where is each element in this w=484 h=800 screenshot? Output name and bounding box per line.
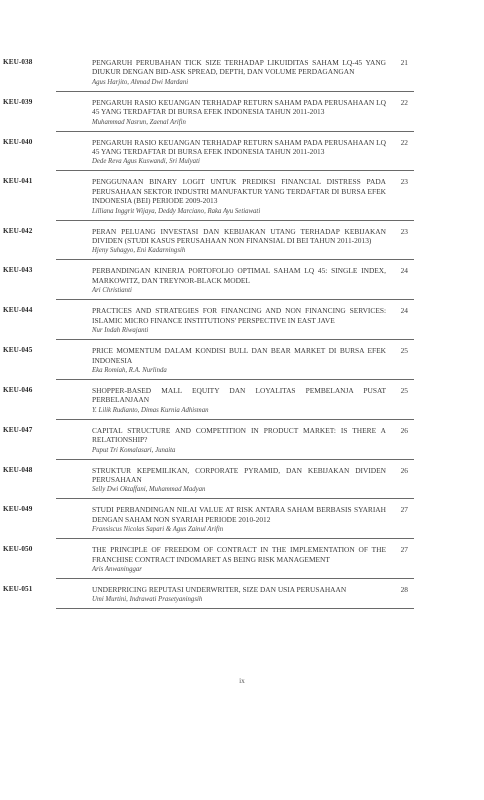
toc-entry[interactable]	[3, 420, 414, 460]
entry-page-number: 27	[400, 505, 408, 515]
entry-title: SHOPPER-BASED MALL EQUITY DAN LOYALITAS PEMBELANJA PUSAT PERBELANJAAN	[92, 385, 386, 405]
entry-title: UNDERPRICING REPUTASI UNDERWRITER, SIZE DAN USIA PERUSAHAAN	[92, 584, 347, 594]
entry-page-number: 22	[400, 97, 408, 107]
entry-title: PERAN PELUANG INVESTASI DAN KEBIJAKAN UTANG TERHADAP KEBIJAKAN DIVIDEN (STUDI KASUS PERUSAHAAN NON FINANSIAL DI BEI TAHUN 2011-2013)	[92, 226, 386, 246]
entry-title: PERBANDINGAN KINERJA PORTOFOLIO OPTIMAL SAHAM LQ 45: SINGLE INDEX, MARKOWITZ, DAN TREYNOR-BLACK MODEL	[92, 266, 386, 285]
entry-title: PENGGUNAAN BINARY LOGIT UNTUK PREDIKSI FINANCIAL DISTRESS PADA PERUSAHAAN SEKTOR INDUSTRI MANUFAKTUR YANG TERDAFTAR DI BURSA EFEK INDONESIA (BEI) PERIODE 2009-2013	[92, 177, 386, 206]
entry-page-number: 24	[400, 266, 408, 276]
entry-code: KEU-039	[3, 97, 33, 106]
entry-authors: Y. Lilik Rudianto, Dimas Kurnia Adhisman	[92, 406, 209, 414]
entry-authors: Puput Tri Komalasari, Junaita	[92, 446, 176, 454]
entry-page-number: 26	[400, 425, 408, 435]
toc-entry[interactable]	[3, 380, 414, 420]
entry-authors: Ari Christianti	[92, 287, 132, 295]
entry-code: KEU-043	[3, 266, 33, 275]
entry-page-number: 26	[400, 465, 408, 475]
entry-title: PENGARUH RASIO KEUANGAN TERHADAP RETURN SAHAM PADA PERUSAHAAN LQ 45 YANG TERDAFTAR DI BURSA EFEK INDONESIA TAHUN 2011-2013	[92, 137, 386, 157]
entry-code: KEU-049	[3, 505, 33, 514]
entry-authors: Nur Indah Riwajanti	[92, 327, 149, 335]
toc-entry[interactable]	[3, 260, 414, 300]
entry-authors: Dede Reva Agus Kuswandi, Sri Mulyati	[92, 158, 200, 166]
entry-authors: Lilliana Inggrit Wijaya, Deddy Marciano, Raka Ayu Setiawati	[92, 207, 261, 215]
entry-authors: Fransiscus Nicolas Sapari & Agus Zainul Arifin	[92, 526, 224, 534]
entry-code: KEU-047	[3, 425, 33, 434]
entry-authors: Muhammad Nasrun, Zaenal Arifin	[92, 118, 186, 126]
entry-title: THE PRINCIPLE OF FREEDOM OF CONTRACT IN THE IMPLEMENTATION OF THE FRANCHISE CONTRACT INDOMARET AS BEING RISK MANAGEMENT	[92, 545, 386, 564]
entry-code: KEU-046	[3, 385, 33, 394]
toc-entry[interactable]	[3, 460, 414, 500]
entry-authors: Umi Murtini, Indrawati Prasetyaningsih	[92, 596, 203, 604]
toc-entry[interactable]	[3, 171, 414, 220]
entry-title: STUDI PERBANDINGAN NILAI VALUE AT RISK ANTARA SAHAM BERBASIS SYARIAH DENGAN SAHAM NON SYARIAH PERIODE 2010-2012	[92, 505, 386, 524]
entry-code: KEU-041	[3, 177, 33, 186]
entry-authors: Agus Harjito, Ahmad Dwi Mardani	[92, 78, 189, 86]
entry-title: PENGARUH PERUBAHAN TICK SIZE TERHADAP LIKUIDITAS SAHAM LQ-45 YANG DIUKUR DENGAN BID-ASK SPREAD, DEPTH, DAN VOLUME PERDAGANGAN	[92, 58, 386, 77]
toc-list	[0, 52, 484, 609]
entry-code: KEU-044	[3, 306, 33, 315]
entry-title: CAPITAL STRUCTURE AND COMPETITION IN PRODUCT MARKET: IS THERE A RELATIONSHIP?	[92, 425, 386, 445]
entry-code: KEU-040	[3, 137, 33, 146]
entry-code: KEU-051	[3, 584, 33, 593]
entry-page-number: 28	[400, 584, 408, 594]
entry-page-number: 25	[400, 385, 408, 395]
entry-page-number: 22	[400, 137, 408, 147]
toc-entry[interactable]	[3, 579, 414, 609]
entry-authors: Eka Romiah, R.A. Nurlinda	[92, 366, 167, 374]
entry-page-number: 23	[400, 177, 408, 187]
toc-entry[interactable]	[3, 539, 414, 579]
entry-code: KEU-048	[3, 465, 33, 474]
entry-code: KEU-045	[3, 346, 33, 355]
toc-entry[interactable]	[3, 300, 414, 340]
page-number: ix	[239, 676, 245, 685]
entry-page-number: 23	[400, 226, 408, 236]
entry-authors: Aris Anwaninggar	[92, 565, 142, 573]
toc-entry[interactable]	[3, 340, 414, 380]
entry-title: PRICE MOMENTUM DALAM KONDISI BULL DAN BEAR MARKET DI BURSA EFEK INDONESIA	[92, 346, 386, 365]
entry-page-number: 21	[400, 58, 408, 67]
entry-page-number: 25	[400, 346, 408, 356]
entry-title: PRACTICES AND STRATEGIES FOR FINANCING AND NON FINANCING SERVICES: ISLAMIC MICRO FINANCE INSTITUTIONS' PERSPECTIVE IN EAST JAVE	[92, 306, 386, 325]
toc-entry[interactable]	[3, 52, 414, 92]
entry-code: KEU-050	[3, 545, 33, 554]
entry-page-number: 27	[400, 545, 408, 555]
toc-entry[interactable]	[3, 221, 414, 261]
entry-authors: Hjeny Suhagyo, Eni Kadarningsih	[92, 247, 186, 255]
entry-code: KEU-042	[3, 226, 33, 235]
entry-code: KEU-038	[3, 58, 33, 66]
entry-page-number: 24	[400, 306, 408, 316]
entry-authors: Selly Dwi Oktaffani, Muhammad Madyan	[92, 486, 206, 494]
toc-entry[interactable]	[3, 499, 414, 539]
entry-title: STRUKTUR KEPEMILIKAN, CORPORATE PYRAMID, DAN KEBIJAKAN DIVIDEN PERUSAHAAN	[92, 465, 386, 484]
toc-entry[interactable]	[3, 132, 414, 172]
entry-title: PENGARUH RASIO KEUANGAN TERHADAP RETURN SAHAM PADA PERUSAHAAN LQ 45 YANG TERDAFTAR DI BURSA EFEK INDONESIA TAHUN 2011-2013	[92, 97, 386, 117]
toc-entry[interactable]	[3, 92, 414, 132]
